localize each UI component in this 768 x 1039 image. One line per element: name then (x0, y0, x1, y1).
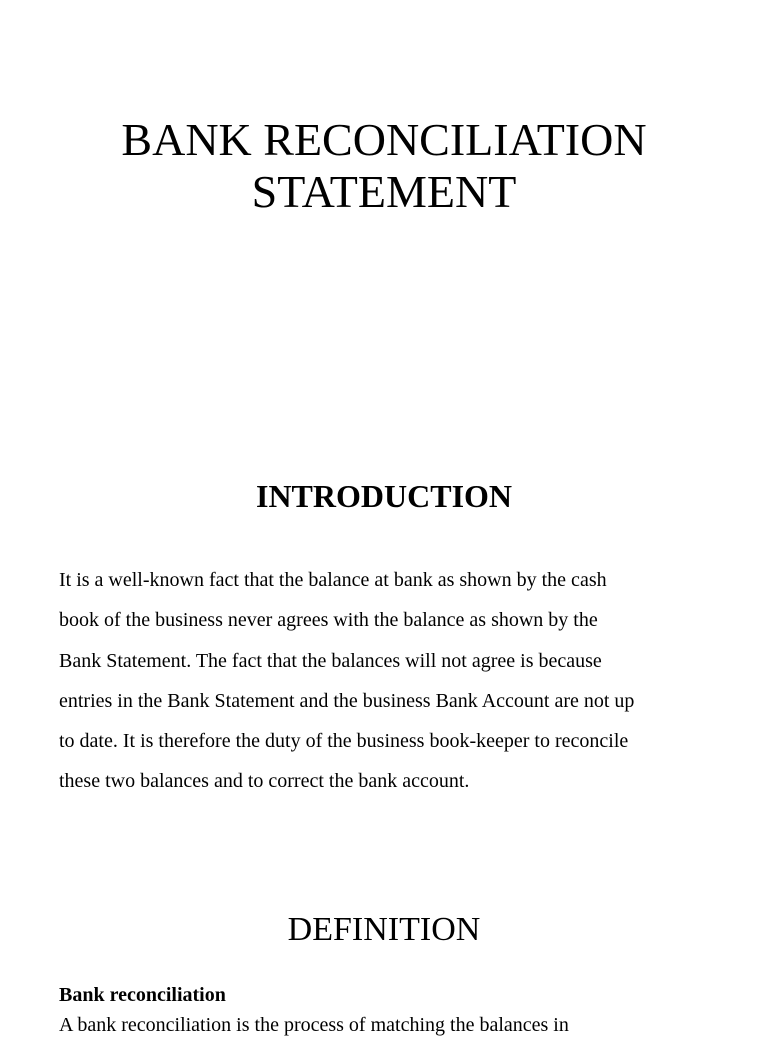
introduction-line: Bank Statement. The fact that the balances will not agree is because (59, 649, 602, 672)
definition-heading: DEFINITION (287, 911, 481, 948)
introduction-line: It is a well-known fact that the balance at bank as shown by the cash (59, 569, 607, 591)
introduction-line: these two balances and to correct the bank account. (59, 770, 470, 793)
introduction-line: entries in the Bank Statement and the business Bank Account are not up (59, 689, 635, 712)
introduction-line: to date. It is therefore the duty of the business book-keeper to reconcile (59, 730, 629, 753)
document-title-line-2: STATEMENT (251, 166, 517, 217)
bank-reconciliation-subheading: Bank reconciliation (59, 984, 226, 1006)
introduction-line: book of the business never agrees with the balance as shown by the (59, 609, 598, 632)
definition-paragraph: A bank reconciliation is the process of matching the balances in (59, 1014, 569, 1036)
document-title-line-1: BANK RECONCILIATION (121, 114, 647, 165)
document-title (0, 114, 768, 218)
introduction-paragraph (59, 560, 719, 802)
introduction-heading: INTRODUCTION (255, 478, 513, 514)
